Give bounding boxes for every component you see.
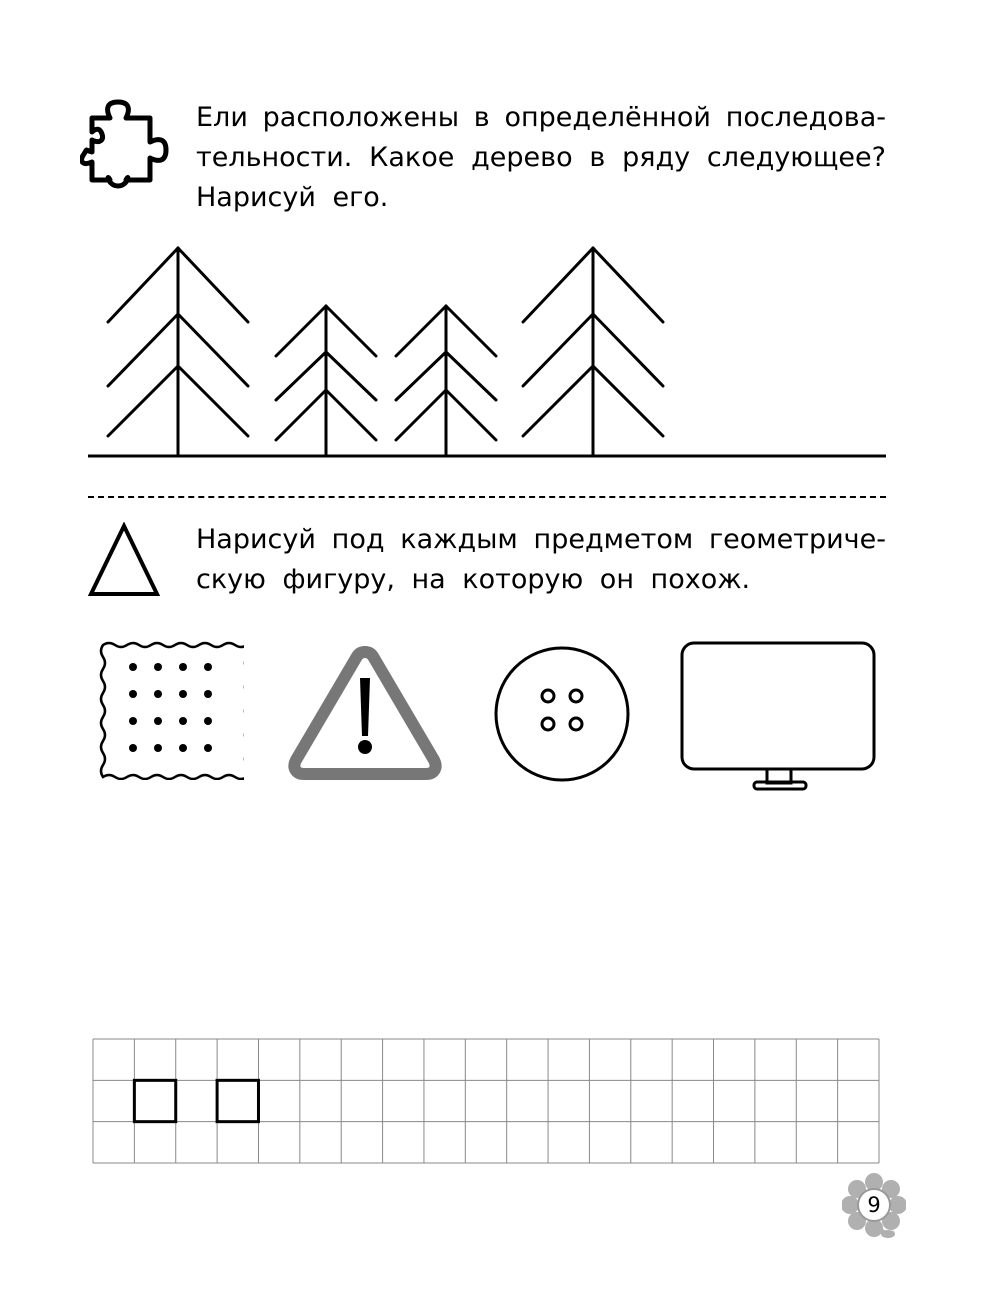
page-number: 9 <box>867 1193 881 1217</box>
grid-square <box>134 1080 175 1121</box>
warning-sign-picture <box>284 640 446 782</box>
monitor-picture <box>678 640 880 792</box>
page-number-badge <box>842 1172 906 1240</box>
dashed-separator <box>88 496 886 498</box>
task2-line: скую фигуру, на которую он похож. <box>196 564 751 595</box>
task1-line: Ели расположены в определённой последова- <box>196 102 886 133</box>
tree-sequence <box>86 240 888 465</box>
task2-line: Нарисуй под каждым предметом геометриче- <box>196 524 886 555</box>
puzzle-piece-icon <box>80 96 172 192</box>
task2-text <box>196 520 886 600</box>
cracker-picture <box>98 640 244 780</box>
grid-square <box>217 1080 258 1121</box>
task1-text <box>196 98 886 218</box>
task1-line: Нарисуй его. <box>196 182 389 213</box>
task1-line: тельности. Какое дерево в ряду следующее? <box>196 142 886 173</box>
square-grid <box>92 1038 880 1164</box>
tree-small <box>396 306 496 454</box>
tree-large <box>523 248 663 454</box>
button-picture <box>492 644 632 784</box>
tree-small <box>276 306 376 454</box>
tree-large <box>108 248 248 454</box>
triangle-icon <box>88 522 160 598</box>
